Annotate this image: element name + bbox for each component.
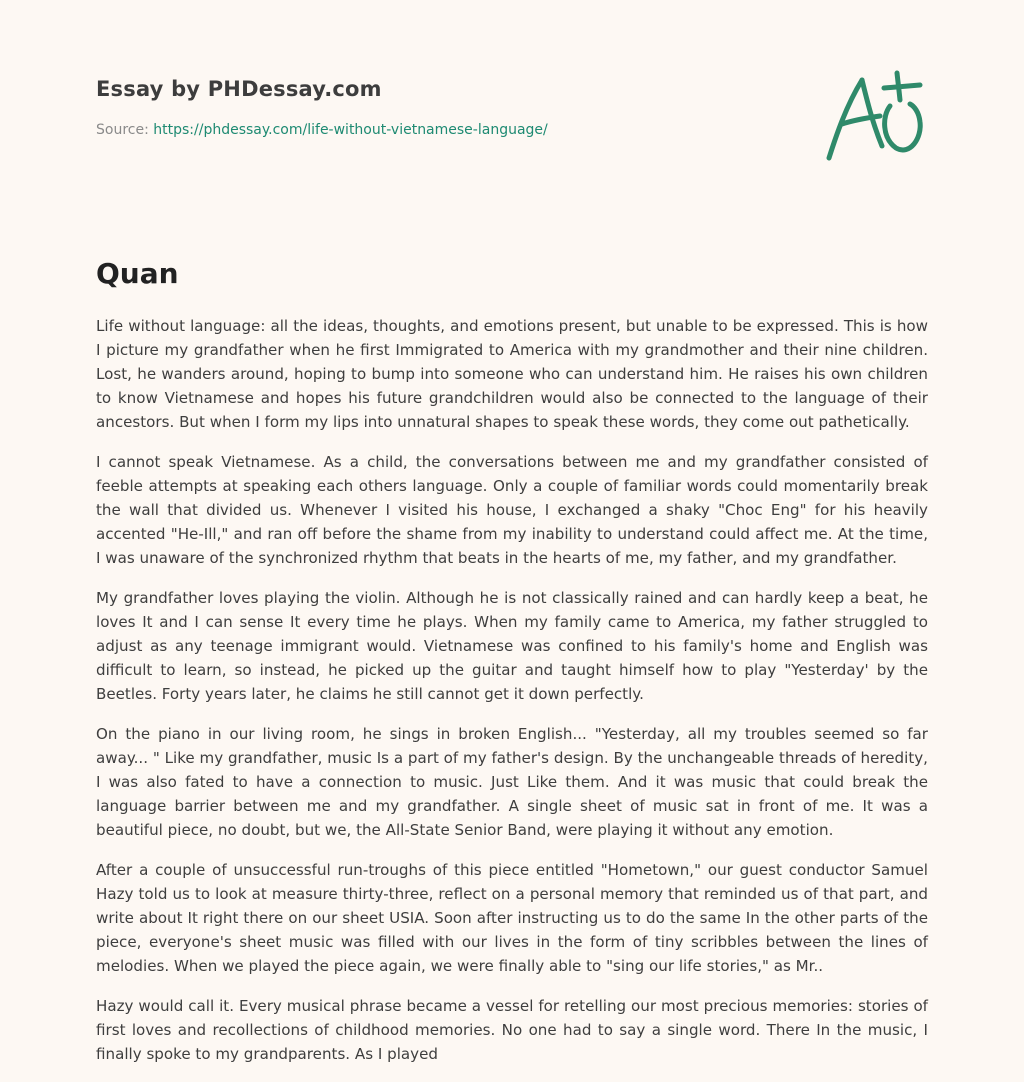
paragraph: Life without language: all the ideas, thoughts, and emotions present, but unable to be expressed. This is how I picture my grandfather when he first Immigrated to America with my grandmother and their nine children. Lost, he wanders around, hoping to bump into someone who can understand him. He raises his own children to know Vietnamese and hopes his future grandchildren would also be connected to the language of their ancestors. But when I form my lips into unnatural shapes to speak these words, they come out pathetically. bbox=[96, 317, 928, 431]
a-plus-logo-icon bbox=[822, 66, 928, 166]
source-label: Source: bbox=[96, 122, 154, 138]
paragraph: Hazy would call it. Every musical phrase became a vessel for retelling our most precious memories: stories of first loves and recollections of childhood memories. No one had to say a single word. There In the music, I finally spoke to my grandparents. As I played bbox=[96, 997, 928, 1063]
brand-title: Essay by PHDessay.com bbox=[96, 77, 382, 101]
paragraph: After a couple of unsuccessful run-troughs of this piece entitled "Hometown," our guest conductor Samuel Hazy told us to look at measure thirty-three, reflect on a personal memory that reminded us of that part, and write about It right there on our sheet USIA. Soon after instructing us to do the same In the other parts of the piece, everyone's sheet music was filled with our lives in the form of tiny scribbles between the lines of melodies. When we played the piece again, we were finally able to "sing our life stories," as Mr.. bbox=[96, 861, 928, 975]
paragraph: On the piano in our living room, he sings in broken English... "Yesterday, all my troubles seemed so far away... " Like my grandfather, music Is a part of my father's design. By the unchangeable threads of heredity, I was also fated to have a connection to music. Just Like them. And it was music that could break the language barrier between me and my grandfather. A single sheet of music sat in front of me. It was a beautiful piece, no doubt, but we, the All-State Senior Band, were playing it without any emotion. bbox=[96, 725, 928, 839]
paragraph: My grandfather loves playing the violin. Although he is not classically rained and can hardly keep a beat, he loves It and I can sense It every time he plays. When my family came to America, my father struggled to adjust as any teenage immigrant would. Vietnamese was confined to his family's home and English was difficult to learn, so instead, he picked up the guitar and taught himself how to play "Yesterday' by the Beetles. Forty years later, he claims he still cannot get it down perfectly. bbox=[96, 589, 928, 703]
source-link[interactable]: https://phdessay.com/life-without-vietnamese-language/ bbox=[153, 122, 548, 138]
essay-body bbox=[96, 314, 928, 1082]
paragraph: I cannot speak Vietnamese. As a child, the conversations between me and my grandfather consisted of feeble attempts at speaking each others language. Only a couple of familiar words could momentarily break the wall that divided us. Whenever I visited his house, I exchanged a shaky "Choc Eng" for his heavily accented "He-Ill," and ran off before the shame from my inability to understand could affect me. At the time, I was unaware of the synchronized rhythm that beats in the hearts of me, my father, and my grandfather. bbox=[96, 453, 928, 567]
essay-title: Quan bbox=[96, 257, 179, 290]
source-line bbox=[96, 120, 796, 140]
site-header bbox=[96, 74, 796, 140]
